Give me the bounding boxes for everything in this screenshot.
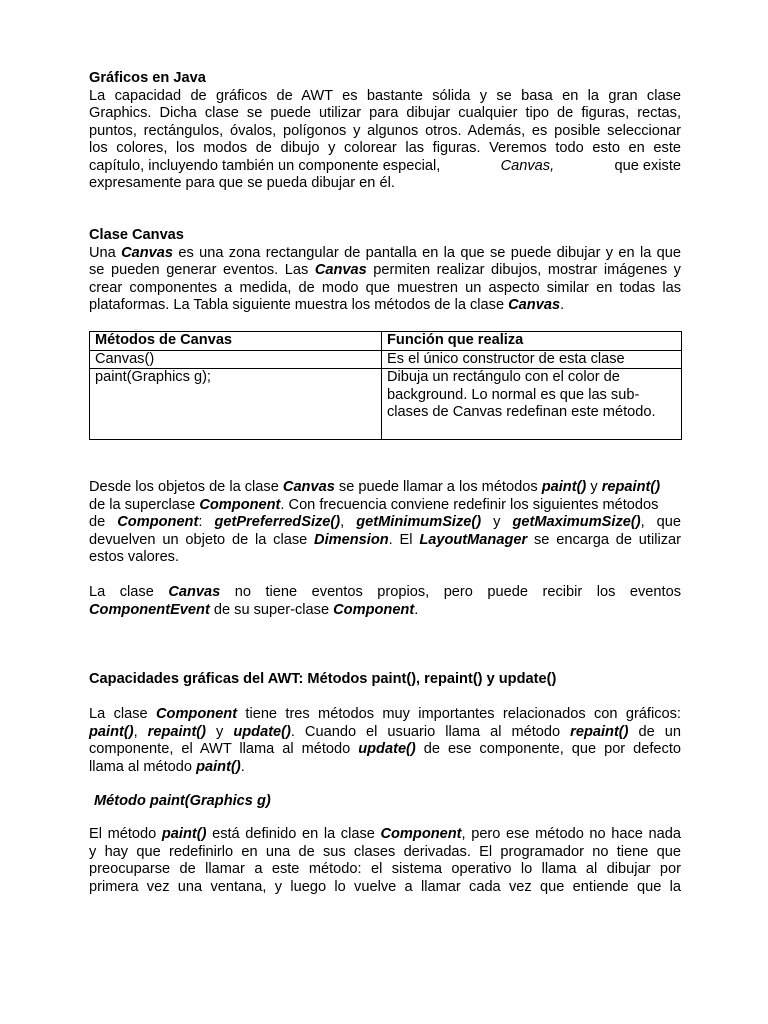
text-segment: y [216, 723, 224, 740]
text-segment: tiene tres métodos muy importantes relacionados con gráficos: [245, 706, 681, 722]
paint-term: paint() [161, 826, 207, 842]
table-cell [382, 369, 682, 440]
canvas-term: Canvas [508, 297, 561, 313]
table-header-row [90, 332, 682, 351]
text-segment: Una [89, 244, 116, 261]
table-cell: paint(Graphics g); [90, 369, 382, 440]
text-segment: está definido en la clase [212, 826, 375, 842]
paragraph-graficos [89, 88, 681, 193]
layout-manager-term: LayoutManager [419, 531, 528, 548]
canvas-term: Canvas [282, 479, 335, 495]
text-segment: se puede llamar a los métodos [338, 479, 538, 495]
text-line [89, 584, 681, 602]
canvas-term: Canvas [121, 244, 174, 261]
component-event-term: ComponentEvent [89, 601, 210, 618]
cell-line: background. Lo normal es que las sub- [387, 386, 640, 403]
text-segment: . Cuando el usuario llama al método [290, 723, 561, 740]
text-segment: es una zona rectangular de pantalla en la que se puede dibujar y en la que [178, 244, 681, 261]
text-line [89, 759, 681, 777]
paint-term: paint() [541, 479, 587, 495]
update-term: update() [233, 723, 291, 740]
paragraph-capacidades [89, 706, 681, 776]
text-segment: . Con frecuencia conviene redefinir los siguientes métodos [280, 496, 659, 513]
component-term: Component [117, 514, 199, 530]
dimension-term: Dimension [314, 531, 389, 548]
text-line: y hay que redefinirlo en una de sus clases derivadas. El programador no tiene que [89, 843, 681, 860]
table-header-function: Función que realiza [382, 332, 682, 351]
component-term: Component [155, 706, 238, 722]
text-line [89, 724, 681, 742]
text-segment: . [414, 601, 419, 618]
text-segment: capítulo, incluyendo también un componente especial, [89, 157, 441, 174]
text-line: crear componentes a medida, de modo que muestren un aspecto similar en todas las [89, 279, 681, 296]
component-term: Component [333, 601, 415, 618]
text-segment: de [89, 514, 106, 530]
get-preferred-size-term: getPreferredSize() [214, 514, 341, 530]
text-line [89, 479, 681, 497]
section-heading-metodo-paint: Método paint(Graphics g) [94, 793, 271, 809]
paragraph-metodos-canvas [89, 479, 681, 567]
section-heading-capacidades: Capacidades gráficas del AWT: Métodos paint(), repaint() y update() [89, 671, 557, 687]
section-heading-clase-canvas: Clase Canvas [89, 227, 184, 243]
text-segment: plataformas. La Tabla siguiente muestra los métodos de la clase [89, 297, 505, 313]
repaint-term: repaint() [147, 723, 207, 740]
cell-line: Dibuja un rectángulo con el color de [387, 369, 620, 385]
table-row [90, 350, 682, 369]
table-cell: Canvas() [90, 350, 382, 369]
text-segment: de ese componente, que por defecto [423, 741, 681, 757]
text-segment: devuelven un objeto de la clase [89, 531, 308, 548]
text-segment: , pero ese método no hace nada [461, 826, 681, 842]
text-line: puntos, rectángulos, óvalos, polígonos y algunos otros. Además, es posible seleccionar [89, 122, 681, 139]
text-segment: se pueden generar eventos. Las [89, 262, 309, 278]
text-segment: : [198, 514, 203, 530]
text-line: expresamente para que se pueda dibujar en él. [89, 175, 395, 191]
paragraph-metodo-paint [89, 826, 681, 896]
text-segment: . [560, 297, 565, 313]
text-segment: , [133, 723, 138, 740]
text-line: primera vez una ventana, y luego lo vuelve a llamar cada vez que entiende que la [89, 878, 681, 895]
text-segment: se encarga de utilizar [533, 531, 681, 548]
text-line [89, 514, 681, 532]
text-segment: de la superclase [89, 496, 196, 513]
text-segment: La clase [89, 584, 154, 600]
text-segment: permiten realizar dibujos, mostrar imágenes y [373, 262, 681, 278]
text-line [89, 245, 681, 263]
text-segment: El método [89, 826, 157, 842]
text-line [89, 706, 681, 724]
text-segment: y [493, 514, 501, 530]
text-segment: de su super-clase [213, 601, 330, 618]
text-segment: , que [640, 514, 682, 530]
text-line [89, 497, 681, 515]
text-segment: , [340, 514, 345, 530]
text-line [89, 602, 681, 620]
paint-term: paint() [196, 758, 241, 775]
component-term: Component [380, 826, 462, 842]
repaint-term: repaint() [570, 723, 629, 740]
text-segment: Desde los objetos de la clase [89, 479, 279, 495]
component-term: Component [199, 496, 281, 513]
cell-line: clases de Canvas redefinan este método. [387, 404, 656, 420]
paint-term: paint() [89, 723, 134, 740]
text-line: los colores, los modos de dibujo y colorear las figuras. Veremos todo esto en este [89, 140, 681, 156]
text-line [89, 158, 681, 176]
text-line: estos valores. [89, 549, 180, 565]
text-line [89, 532, 681, 550]
text-segment: y [590, 479, 598, 495]
table-row [90, 369, 682, 440]
text-segment: que existe [614, 157, 681, 174]
section-heading-graficos: Gráficos en Java [89, 70, 206, 86]
text-segment: llama al método [89, 758, 193, 775]
paragraph-clase-canvas [89, 245, 681, 315]
text-segment: no tiene eventos propios, pero puede recibir los eventos [234, 584, 681, 600]
text-line [89, 297, 681, 315]
get-minimum-size-term: getMinimumSize() [356, 514, 482, 530]
text-segment: componente, el AWT llama al método [89, 741, 351, 757]
text-line: Graphics. Dicha clase se puede utilizar para dibujar cualquier tipo de figuras, rectas, [89, 105, 681, 121]
canvas-term: Canvas [314, 262, 367, 278]
text-line [89, 262, 681, 280]
update-term: update() [358, 741, 416, 757]
text-line [89, 741, 681, 759]
text-segment: de un [638, 723, 681, 740]
text-line [89, 826, 681, 844]
table-cell: Es el único constructor de esta clase [382, 350, 682, 369]
paragraph-canvas-eventos [89, 584, 681, 619]
text-line: preocuparse de llamar a este método: el sistema operativo lo llama al dibujar por [89, 861, 681, 877]
canvas-term: Canvas, [500, 157, 555, 174]
text-segment: . [240, 758, 245, 775]
table-header-methods: Métodos de Canvas [90, 332, 382, 351]
text-segment: . El [388, 531, 413, 548]
get-maximum-size-term: getMaximumSize() [512, 514, 641, 530]
methods-table [89, 331, 682, 440]
canvas-term: Canvas [168, 584, 221, 600]
text-segment: La clase [89, 706, 148, 722]
repaint-term: repaint() [601, 479, 661, 495]
text-line: La capacidad de gráficos de AWT es bastante sólida y se basa en la gran clase [89, 87, 681, 104]
